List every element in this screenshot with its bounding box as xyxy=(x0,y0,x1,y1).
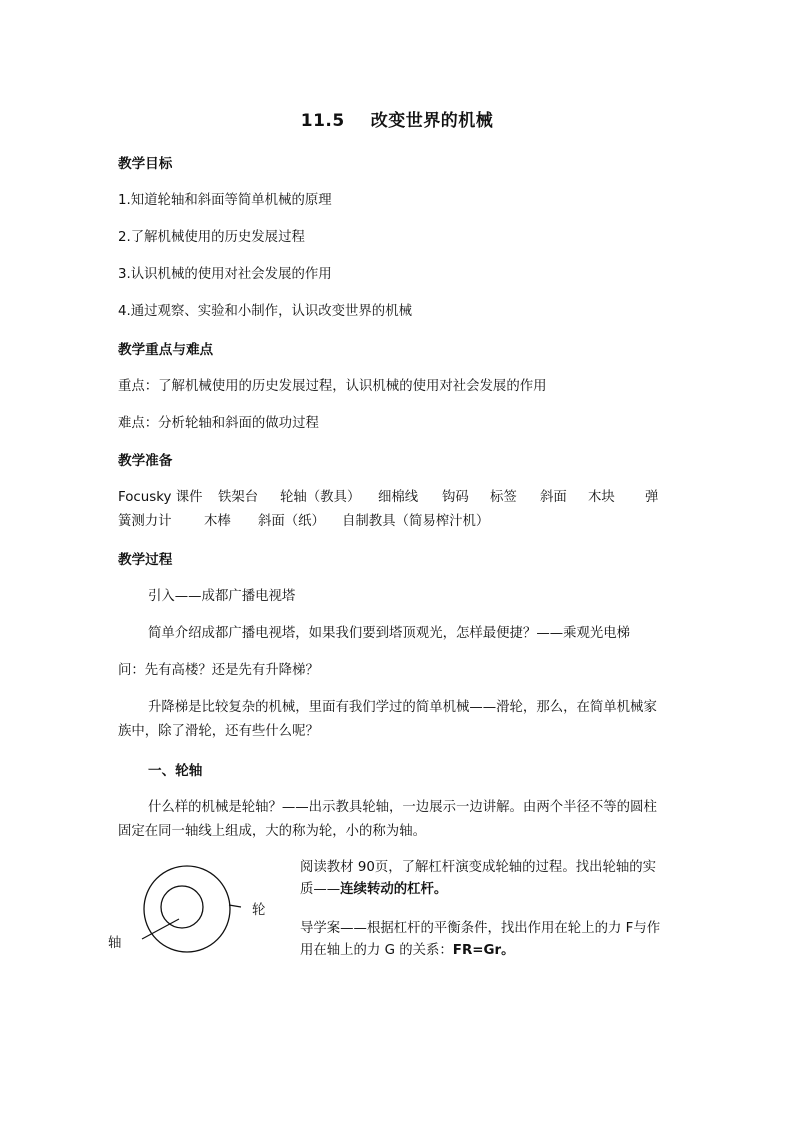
wheel-leader-line xyxy=(229,905,241,907)
prep-item: 铁架台 xyxy=(218,490,259,505)
prep-item: 木块 xyxy=(588,490,615,505)
title-text: 改变世界的机械 xyxy=(370,111,494,131)
prep-item: 木棒 xyxy=(204,514,231,529)
prep-item: 细棉线 xyxy=(378,490,419,505)
wheel-axle-diagram xyxy=(100,862,270,962)
prep-item: Focusky 课件 xyxy=(118,490,203,505)
prep-item: 斜面 xyxy=(540,490,567,505)
prep-item: 簧测力计 xyxy=(118,514,172,529)
prep-item: 轮轴（教具） xyxy=(280,490,361,505)
prep-item: 弹 xyxy=(645,490,659,505)
key-point: 重点：了解机械使用的历史发展过程，认识机械的使用对社会发展的作用 xyxy=(118,379,547,394)
prep-item: 自制教具（简易榨汁机） xyxy=(342,514,490,529)
process-paragraph-1: 简单介绍成都广播电视塔，如果我们要到塔顶观光，怎样最便捷？——乘观光电梯 xyxy=(148,626,631,641)
prep-item: 斜面（纸） xyxy=(258,514,325,529)
process-paragraph-3: 什么样的机械是轮轴？——出示教具轮轴，一边展示一边讲解。由两个半径不等的圆柱固定在同一轴线上组成，大的称为轮，小的称为轴。 xyxy=(118,800,657,839)
section-heading-wheel-axle: 一、轮轴 xyxy=(148,763,203,779)
preparation-heading: 教学准备 xyxy=(118,453,173,469)
objective-item-2: 2.了解机械使用的历史发展过程 xyxy=(118,230,305,245)
side-emphasis: 连续转动的杠杆。 xyxy=(340,882,448,897)
section-number: 11.5 xyxy=(300,111,345,131)
side-text: 阅读教材 90页，了解杠杆演变成轮轴的过程。找出轮轴的实质—— xyxy=(300,860,657,897)
process-paragraph-1-cont: 问：先有高楼？还是先有升降梯？ xyxy=(118,663,319,678)
side-text: 导学案——根据杠杆的平衡条件，找出作用在轮上的力 F与作用在轴上的力 G 的关系： xyxy=(300,921,661,958)
objective-item-3: 3.认识机械的使用对社会发展的作用 xyxy=(118,267,332,282)
keypoints-heading: 教学重点与难点 xyxy=(118,342,214,358)
process-heading: 教学过程 xyxy=(118,552,173,568)
prep-item: 钩码 xyxy=(442,490,469,505)
axle-leader-line xyxy=(142,919,179,939)
page-title xyxy=(0,106,794,131)
objective-item-4: 4.通过观察、实验和小制作，认识改变世界的机械 xyxy=(118,304,412,319)
intro-line: 引入——成都广播电视塔 xyxy=(148,589,296,604)
axle-label: 轴 xyxy=(108,936,122,951)
side-emphasis: FR=Gr。 xyxy=(452,943,515,958)
process-paragraph-2: 升降梯是比较复杂的机械，里面有我们学过的简单机械——滑轮，那么，在简单机械家族中，除了滑轮，还有些什么呢？ xyxy=(118,700,657,739)
side-paragraph-2 xyxy=(300,918,662,962)
wheel-circle xyxy=(144,866,230,952)
objectives-heading: 教学目标 xyxy=(118,156,173,172)
objective-item-1: 1.知道轮轴和斜面等简单机械的原理 xyxy=(118,193,332,208)
axle-circle xyxy=(161,886,203,928)
wheel-label: 轮 xyxy=(252,903,266,918)
side-paragraph-1 xyxy=(300,857,662,901)
difficult-point: 难点：分析轮轴和斜面的做功过程 xyxy=(118,416,319,431)
prep-item: 标签 xyxy=(490,490,517,505)
